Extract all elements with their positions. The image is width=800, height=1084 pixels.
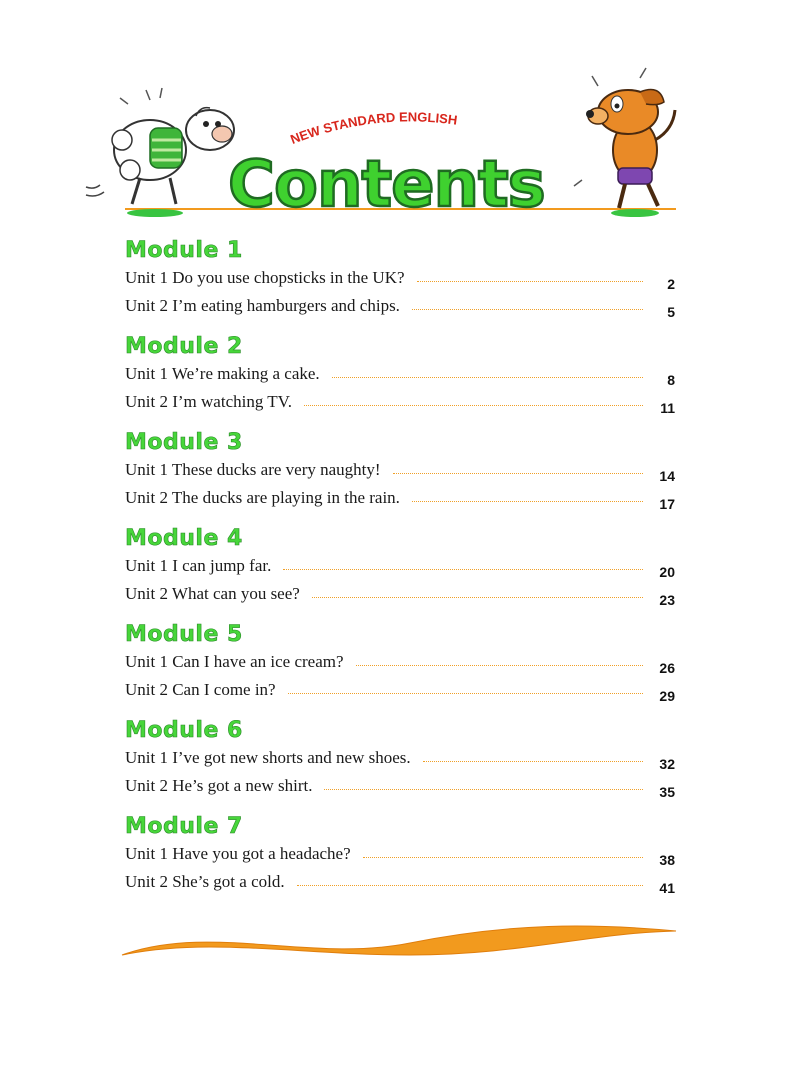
dotted-leader — [412, 309, 643, 310]
toc-entry-label: Unit 1 We’re making a cake. — [125, 364, 320, 383]
toc-page-number: 5 — [667, 304, 675, 320]
dotted-leader — [288, 693, 643, 694]
toc-entry-label: Unit 1 Can I have an ice cream? — [125, 652, 344, 671]
toc-page-number: 14 — [659, 468, 675, 484]
toc-entry-label: Unit 1 I’ve got new shorts and new shoes. — [125, 748, 411, 767]
toc-entry[interactable] — [125, 486, 675, 514]
toc-entry[interactable] — [125, 842, 675, 870]
module-title: Module 1 — [125, 238, 243, 263]
toc-page-number: 23 — [659, 592, 675, 608]
dotted-leader — [393, 473, 643, 474]
module-title: Module 5 — [125, 622, 243, 647]
toc-page-number: 35 — [659, 784, 675, 800]
toc-page-number: 8 — [667, 372, 675, 388]
dotted-leader — [332, 377, 643, 378]
toc-entry[interactable] — [125, 870, 675, 898]
toc-entry[interactable] — [125, 390, 675, 418]
toc-entry-label: Unit 2 He’s got a new shirt. — [125, 776, 313, 795]
dotted-leader — [324, 789, 643, 790]
dotted-leader — [312, 597, 643, 598]
toc-page-number: 20 — [659, 564, 675, 580]
dog-character-icon — [574, 68, 675, 217]
toc-entry[interactable] — [125, 266, 675, 294]
toc-entry-label: Unit 2 I’m eating hamburgers and chips. — [125, 296, 400, 315]
toc-entry-label: Unit 2 I’m watching TV. — [125, 392, 292, 411]
toc-page-number: 26 — [659, 660, 675, 676]
toc-entry-label: Unit 1 I can jump far. — [125, 556, 272, 575]
module-title: Module 3 — [125, 430, 243, 455]
toc-entry[interactable] — [125, 678, 675, 706]
toc-entry[interactable] — [125, 294, 675, 322]
dotted-leader — [412, 501, 643, 502]
toc-page-number: 41 — [659, 880, 675, 896]
toc-entry-label: Unit 2 What can you see? — [125, 584, 300, 603]
dotted-leader — [423, 761, 643, 762]
toc-entry-label: Unit 2 The ducks are playing in the rain. — [125, 488, 400, 507]
module-title: Module 7 — [125, 814, 243, 839]
module-section — [125, 428, 675, 514]
contents-header — [0, 0, 800, 230]
module-section — [125, 236, 675, 322]
toc-entry[interactable] — [125, 582, 675, 610]
module-title: Module 2 — [125, 334, 243, 359]
toc-page-number: 17 — [659, 496, 675, 512]
toc-page-number: 29 — [659, 688, 675, 704]
toc-entry-label: Unit 1 Have you got a headache? — [125, 844, 351, 863]
module-title: Module 4 — [125, 526, 243, 551]
toc-page-number: 38 — [659, 852, 675, 868]
toc-page-number: 2 — [667, 276, 675, 292]
dotted-leader — [356, 665, 643, 666]
sheep-character-icon — [86, 88, 234, 217]
module-section — [125, 620, 675, 706]
toc-entry[interactable] — [125, 458, 675, 486]
dotted-leader — [417, 281, 643, 282]
dotted-leader — [297, 885, 643, 886]
toc-entry-label: Unit 1 Do you use chopsticks in the UK? — [125, 268, 405, 287]
page-title: Contents — [228, 148, 545, 222]
toc-entry[interactable] — [125, 746, 675, 774]
dotted-leader — [283, 569, 643, 570]
series-title: NEW STANDARD ENGLISH — [288, 109, 459, 147]
toc-entry-label: Unit 1 These ducks are very naughty! — [125, 460, 381, 479]
wave-swoosh-icon — [120, 925, 680, 965]
table-of-contents — [125, 236, 675, 908]
dotted-leader — [304, 405, 643, 406]
toc-entry[interactable] — [125, 362, 675, 390]
module-section — [125, 716, 675, 802]
module-section — [125, 524, 675, 610]
module-section — [125, 812, 675, 898]
toc-page-number: 11 — [660, 400, 675, 416]
toc-page-number: 32 — [659, 756, 675, 772]
toc-entry-label: Unit 2 Can I come in? — [125, 680, 276, 699]
module-title: Module 6 — [125, 718, 243, 743]
toc-entry[interactable] — [125, 774, 675, 802]
header-graphic — [0, 0, 800, 230]
toc-entry[interactable] — [125, 650, 675, 678]
toc-entry-label: Unit 2 She’s got a cold. — [125, 872, 285, 891]
dotted-leader — [363, 857, 643, 858]
toc-entry[interactable] — [125, 554, 675, 582]
module-section — [125, 332, 675, 418]
